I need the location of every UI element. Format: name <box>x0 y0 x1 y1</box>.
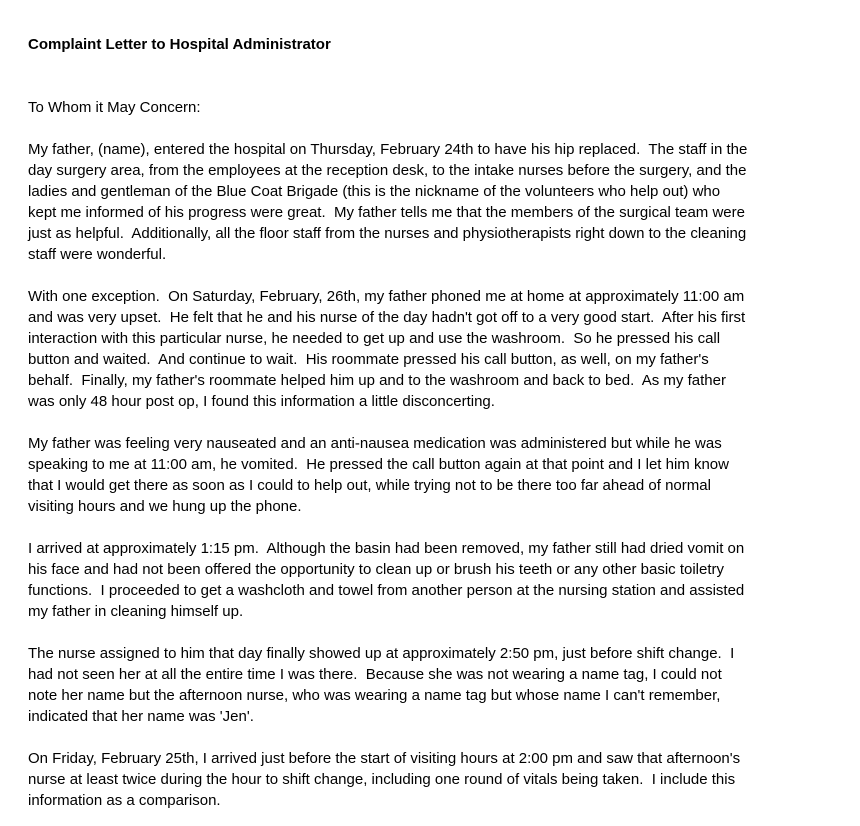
paragraph-arrival-cleanup: I arrived at approximately 1:15 pm. Although the basin had been removed, my father still had dried vomit on his face and had not been offered the opportunity to clean up or brush his teeth or any other basic toiletry functions. I proceeded to get a washcloth and towel from another person at the nursing station and assisted my father in cleaning himself up. <box>28 540 745 620</box>
salutation-line: To Whom it May Concern: <box>28 99 201 116</box>
paragraph-exception-call-button: With one exception. On Saturday, February, 26th, my father phoned me at home at approximately 11:00 am and was very upset. He felt that he and his nurse of the day hadn't got off to a very good start. After his first interaction with this particular nurse, he needed to get up and use the washroom. So he pressed his call button and waited. And continue to wait. His roommate pressed his call button, as well, on my father's behalf. Finally, my father's roommate helped him up and to the washroom and back to bed. As my father was only 48 hour post op, I found this information a little disconcerting. <box>28 288 746 410</box>
document-title: Complaint Letter to Hospital Administrator <box>28 36 331 53</box>
paragraph-intro-praise: My father, (name), entered the hospital on Thursday, February 24th to have his hip replaced. The staff in the day surgery area, from the employees at the reception desk, to the intake nurses before the surgery, and the ladies and gentleman of the Blue Coat Brigade (this is the nickname of the volunteers who help out) who kept me informed of his progress were great. My father tells me that the members of the surgical team were just as helpful. Additionally, all the floor staff from the nurses and physiotherapists right down to the cleaning staff were wonderful. <box>28 141 748 263</box>
paragraph-nurse-shift-change: The nurse assigned to him that day finally showed up at approximately 2:50 pm, just before shift change. I had not seen her at all the entire time I was there. Because she was not wearing a name tag, I could not note her name but the afternoon nurse, who was wearing a name tag but whose name I can't remember, indicated that her name was 'Jen'. <box>28 645 735 725</box>
paragraph-friday-comparison: On Friday, February 25th, I arrived just before the start of visiting hours at 2:00 pm and saw that afternoon's nurse at least twice during the hour to shift change, including one round of vitals being taken. I include this information as a comparison. <box>28 750 741 809</box>
paragraph-nausea-vomit: My father was feeling very nauseated and an anti-nausea medication was administered but while he was speaking to me at 11:00 am, he vomited. He pressed the call button again at that point and I let him know that I would get there as soon as I could to help out, while trying not to be there too far ahead of normal visiting hours and we hung up the phone. <box>28 435 729 515</box>
